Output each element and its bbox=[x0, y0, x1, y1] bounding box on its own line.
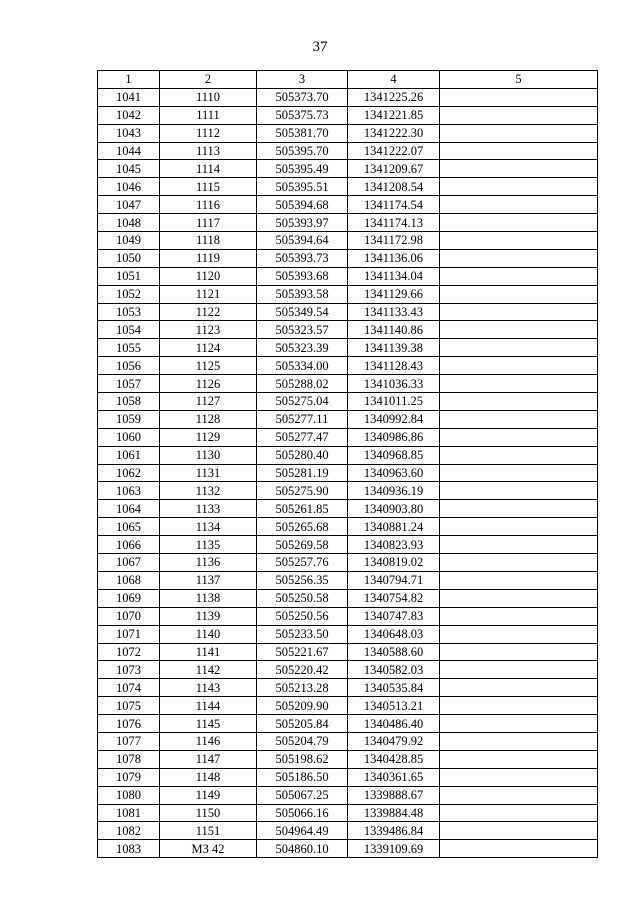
table-cell-col2: 1112 bbox=[160, 124, 257, 142]
table-cell-col4: 1340582.03 bbox=[348, 661, 440, 679]
header-cell-col4: 4 bbox=[348, 71, 440, 89]
table-row bbox=[98, 786, 598, 804]
table-cell-col1: 1065 bbox=[98, 518, 160, 536]
table-cell-col2: 1127 bbox=[160, 393, 257, 411]
table-cell-col4: 1340479.92 bbox=[348, 732, 440, 750]
table-cell-col3: 505198.62 bbox=[257, 750, 348, 768]
table-cell-col1: 1042 bbox=[98, 106, 160, 124]
table-cell-col4: 1341134.04 bbox=[348, 267, 440, 285]
table-cell-col4: 1340992.84 bbox=[348, 410, 440, 428]
table-cell-col1: 1055 bbox=[98, 339, 160, 357]
table-cell-col4: 1341225.26 bbox=[348, 88, 440, 106]
table-cell-col1: 1071 bbox=[98, 625, 160, 643]
table-cell-col4: 1341208.54 bbox=[348, 178, 440, 196]
table-cell-col3: 505373.70 bbox=[257, 88, 348, 106]
table-row bbox=[98, 375, 598, 393]
table-cell-col5 bbox=[440, 554, 598, 572]
table-cell-col3: 505265.68 bbox=[257, 518, 348, 536]
table-cell-col5 bbox=[440, 822, 598, 840]
table-cell-col1: 1062 bbox=[98, 464, 160, 482]
table-row bbox=[98, 697, 598, 715]
table-cell-col3: 505277.11 bbox=[257, 410, 348, 428]
table-cell-col5 bbox=[440, 88, 598, 106]
table-cell-col3: 505250.58 bbox=[257, 589, 348, 607]
table-cell-col4: 1340361.65 bbox=[348, 768, 440, 786]
table-cell-col1: 1057 bbox=[98, 375, 160, 393]
table-cell-col3: 505233.50 bbox=[257, 625, 348, 643]
table-cell-col2: 1151 bbox=[160, 822, 257, 840]
table-cell-col4: 1340648.03 bbox=[348, 625, 440, 643]
table-cell-col1: 1041 bbox=[98, 88, 160, 106]
table-row bbox=[98, 232, 598, 250]
table-cell-col4: 1340754.82 bbox=[348, 589, 440, 607]
table-cell-col3: 505323.57 bbox=[257, 321, 348, 339]
table-cell-col3: 505066.16 bbox=[257, 804, 348, 822]
header-cell-col5: 5 bbox=[440, 71, 598, 89]
table-cell-col4: 1340747.83 bbox=[348, 607, 440, 625]
table-body bbox=[98, 88, 598, 857]
table-cell-col5 bbox=[440, 178, 598, 196]
table-cell-col5 bbox=[440, 428, 598, 446]
table-cell-col1: 1076 bbox=[98, 715, 160, 733]
table-cell-col1: 1081 bbox=[98, 804, 160, 822]
table-cell-col3: 505280.40 bbox=[257, 446, 348, 464]
table-cell-col5 bbox=[440, 232, 598, 250]
table-cell-col1: 1079 bbox=[98, 768, 160, 786]
table-cell-col5 bbox=[440, 643, 598, 661]
table-cell-col4: 1339888.67 bbox=[348, 786, 440, 804]
table-cell-col3: 505393.73 bbox=[257, 249, 348, 267]
table-cell-col2: 1130 bbox=[160, 446, 257, 464]
table-row bbox=[98, 822, 598, 840]
table-cell-col1: 1048 bbox=[98, 214, 160, 232]
table-row bbox=[98, 393, 598, 411]
table-cell-col2: 1136 bbox=[160, 554, 257, 572]
table-row bbox=[98, 124, 598, 142]
table-cell-col2: 1145 bbox=[160, 715, 257, 733]
table-cell-col3: 504964.49 bbox=[257, 822, 348, 840]
table-cell-col2: 1115 bbox=[160, 178, 257, 196]
table-cell-col5 bbox=[440, 446, 598, 464]
table-cell-col2: МЗ 42 bbox=[160, 840, 257, 858]
table-cell-col3: 505269.58 bbox=[257, 536, 348, 554]
table-cell-col2: 1143 bbox=[160, 679, 257, 697]
table-row bbox=[98, 178, 598, 196]
table-cell-col2: 1137 bbox=[160, 571, 257, 589]
table-cell-col4: 1340486.40 bbox=[348, 715, 440, 733]
table-cell-col5 bbox=[440, 357, 598, 375]
table-cell-col5 bbox=[440, 375, 598, 393]
table-cell-col5 bbox=[440, 321, 598, 339]
table-row bbox=[98, 464, 598, 482]
table-row bbox=[98, 339, 598, 357]
table-row bbox=[98, 571, 598, 589]
table-cell-col2: 1141 bbox=[160, 643, 257, 661]
table-cell-col2: 1146 bbox=[160, 732, 257, 750]
table-row bbox=[98, 536, 598, 554]
table-cell-col1: 1070 bbox=[98, 607, 160, 625]
table-cell-col4: 1341221.85 bbox=[348, 106, 440, 124]
table-cell-col5 bbox=[440, 267, 598, 285]
table-cell-col2: 1116 bbox=[160, 196, 257, 214]
table-cell-col5 bbox=[440, 732, 598, 750]
table-cell-col2: 1131 bbox=[160, 464, 257, 482]
table-cell-col4: 1341136.06 bbox=[348, 249, 440, 267]
table-cell-col1: 1049 bbox=[98, 232, 160, 250]
table-cell-col1: 1078 bbox=[98, 750, 160, 768]
table-cell-col1: 1059 bbox=[98, 410, 160, 428]
table-cell-col5 bbox=[440, 625, 598, 643]
header-cell-col2: 2 bbox=[160, 71, 257, 89]
table-cell-col4: 1340881.24 bbox=[348, 518, 440, 536]
table-row bbox=[98, 715, 598, 733]
table-row bbox=[98, 840, 598, 858]
table-row bbox=[98, 500, 598, 518]
table-row bbox=[98, 88, 598, 106]
table-cell-col2: 1117 bbox=[160, 214, 257, 232]
table-cell-col2: 1140 bbox=[160, 625, 257, 643]
coordinates-table bbox=[97, 70, 598, 858]
table-row bbox=[98, 661, 598, 679]
table-cell-col1: 1075 bbox=[98, 697, 160, 715]
table-header bbox=[98, 71, 598, 89]
table-cell-col1: 1069 bbox=[98, 589, 160, 607]
table-cell-col4: 1340588.60 bbox=[348, 643, 440, 661]
table-cell-col2: 1121 bbox=[160, 285, 257, 303]
table-cell-col5 bbox=[440, 518, 598, 536]
table-cell-col3: 505220.42 bbox=[257, 661, 348, 679]
table-cell-col2: 1132 bbox=[160, 482, 257, 500]
table-cell-col3: 505257.76 bbox=[257, 554, 348, 572]
table-cell-col2: 1123 bbox=[160, 321, 257, 339]
table-cell-col1: 1056 bbox=[98, 357, 160, 375]
table-cell-col5 bbox=[440, 106, 598, 124]
table-cell-col4: 1341140.86 bbox=[348, 321, 440, 339]
table-row bbox=[98, 160, 598, 178]
table-cell-col1: 1053 bbox=[98, 303, 160, 321]
table-cell-col4: 1340428.85 bbox=[348, 750, 440, 768]
table-cell-col2: 1138 bbox=[160, 589, 257, 607]
table-cell-col1: 1074 bbox=[98, 679, 160, 697]
table-row bbox=[98, 303, 598, 321]
table-cell-col3: 505395.51 bbox=[257, 178, 348, 196]
table-cell-col4: 1339486.84 bbox=[348, 822, 440, 840]
table-row bbox=[98, 214, 598, 232]
table-cell-col3: 505288.02 bbox=[257, 375, 348, 393]
table-cell-col2: 1133 bbox=[160, 500, 257, 518]
table-cell-col1: 1080 bbox=[98, 786, 160, 804]
table-cell-col5 bbox=[440, 124, 598, 142]
table-cell-col4: 1341174.54 bbox=[348, 196, 440, 214]
page-number: 37 bbox=[312, 39, 328, 55]
table-cell-col5 bbox=[440, 786, 598, 804]
table-cell-col1: 1052 bbox=[98, 285, 160, 303]
table-cell-col1: 1082 bbox=[98, 822, 160, 840]
table-cell-col4: 1340535.84 bbox=[348, 679, 440, 697]
table-cell-col5 bbox=[440, 160, 598, 178]
table-cell-col5 bbox=[440, 536, 598, 554]
table-cell-col2: 1122 bbox=[160, 303, 257, 321]
table-cell-col4: 1341222.07 bbox=[348, 142, 440, 160]
table-cell-col5 bbox=[440, 482, 598, 500]
table-cell-col2: 1126 bbox=[160, 375, 257, 393]
table-row bbox=[98, 768, 598, 786]
table-cell-col2: 1139 bbox=[160, 607, 257, 625]
table-cell-col1: 1045 bbox=[98, 160, 160, 178]
table-cell-col4: 1340794.71 bbox=[348, 571, 440, 589]
table-cell-col4: 1340986.86 bbox=[348, 428, 440, 446]
table-cell-col5 bbox=[440, 840, 598, 858]
table-cell-col2: 1149 bbox=[160, 786, 257, 804]
table-cell-col3: 505275.90 bbox=[257, 482, 348, 500]
table-cell-col1: 1072 bbox=[98, 643, 160, 661]
table-row bbox=[98, 106, 598, 124]
table-cell-col4: 1341128.43 bbox=[348, 357, 440, 375]
table-row bbox=[98, 321, 598, 339]
table-cell-col2: 1142 bbox=[160, 661, 257, 679]
table-cell-col4: 1340819.02 bbox=[348, 554, 440, 572]
table-cell-col5 bbox=[440, 339, 598, 357]
table-cell-col5 bbox=[440, 589, 598, 607]
table-cell-col5 bbox=[440, 804, 598, 822]
table-cell-col5 bbox=[440, 571, 598, 589]
table-cell-col2: 1113 bbox=[160, 142, 257, 160]
table-row bbox=[98, 267, 598, 285]
table-cell-col3: 505395.49 bbox=[257, 160, 348, 178]
table-cell-col5 bbox=[440, 285, 598, 303]
table-cell-col4: 1339884.48 bbox=[348, 804, 440, 822]
table-cell-col4: 1341139.38 bbox=[348, 339, 440, 357]
table-cell-col4: 1340968.85 bbox=[348, 446, 440, 464]
header-row bbox=[98, 71, 598, 89]
table-cell-col3: 505393.97 bbox=[257, 214, 348, 232]
table-cell-col4: 1340823.93 bbox=[348, 536, 440, 554]
table-cell-col3: 505213.28 bbox=[257, 679, 348, 697]
table-cell-col3: 505334.00 bbox=[257, 357, 348, 375]
table-cell-col3: 505209.90 bbox=[257, 697, 348, 715]
table-cell-col1: 1043 bbox=[98, 124, 160, 142]
table-cell-col2: 1111 bbox=[160, 106, 257, 124]
table-cell-col4: 1341036.33 bbox=[348, 375, 440, 393]
table-cell-col3: 505381.70 bbox=[257, 124, 348, 142]
table-cell-col3: 505275.04 bbox=[257, 393, 348, 411]
table-cell-col3: 505281.19 bbox=[257, 464, 348, 482]
table-cell-col3: 505261.85 bbox=[257, 500, 348, 518]
table-cell-col2: 1135 bbox=[160, 536, 257, 554]
table-cell-col1: 1068 bbox=[98, 571, 160, 589]
table-cell-col3: 505393.58 bbox=[257, 285, 348, 303]
table-cell-col1: 1054 bbox=[98, 321, 160, 339]
table-cell-col5 bbox=[440, 661, 598, 679]
table-cell-col2: 1129 bbox=[160, 428, 257, 446]
table-cell-col3: 505205.84 bbox=[257, 715, 348, 733]
table-cell-col3: 505277.47 bbox=[257, 428, 348, 446]
table-cell-col2: 1148 bbox=[160, 768, 257, 786]
table-cell-col1: 1051 bbox=[98, 267, 160, 285]
table-cell-col5 bbox=[440, 196, 598, 214]
table-cell-col4: 1341011.25 bbox=[348, 393, 440, 411]
table-cell-col1: 1077 bbox=[98, 732, 160, 750]
table-row bbox=[98, 750, 598, 768]
table-cell-col3: 505067.25 bbox=[257, 786, 348, 804]
table-row bbox=[98, 249, 598, 267]
table-cell-col4: 1340963.60 bbox=[348, 464, 440, 482]
table-cell-col3: 504860.10 bbox=[257, 840, 348, 858]
table-cell-col3: 505375.73 bbox=[257, 106, 348, 124]
table-cell-col2: 1128 bbox=[160, 410, 257, 428]
table-cell-col4: 1341222.30 bbox=[348, 124, 440, 142]
table-cell-col3: 505250.56 bbox=[257, 607, 348, 625]
table-cell-col1: 1067 bbox=[98, 554, 160, 572]
table-cell-col1: 1060 bbox=[98, 428, 160, 446]
table-row bbox=[98, 357, 598, 375]
table-cell-col5 bbox=[440, 464, 598, 482]
table-cell-col3: 505394.64 bbox=[257, 232, 348, 250]
table-cell-col3: 505393.68 bbox=[257, 267, 348, 285]
table-cell-col2: 1134 bbox=[160, 518, 257, 536]
table-cell-col3: 505323.39 bbox=[257, 339, 348, 357]
table-cell-col3: 505221.67 bbox=[257, 643, 348, 661]
table-cell-col5 bbox=[440, 303, 598, 321]
table-cell-col2: 1147 bbox=[160, 750, 257, 768]
table-row bbox=[98, 410, 598, 428]
table-cell-col1: 1046 bbox=[98, 178, 160, 196]
table-cell-col5 bbox=[440, 768, 598, 786]
table-cell-col5 bbox=[440, 607, 598, 625]
table-cell-col4: 1339109.69 bbox=[348, 840, 440, 858]
table-cell-col2: 1110 bbox=[160, 88, 257, 106]
table-cell-col1: 1063 bbox=[98, 482, 160, 500]
table-cell-col5 bbox=[440, 142, 598, 160]
table-cell-col4: 1341133.43 bbox=[348, 303, 440, 321]
table-row bbox=[98, 732, 598, 750]
table-cell-col2: 1118 bbox=[160, 232, 257, 250]
table-cell-col1: 1083 bbox=[98, 840, 160, 858]
table-cell-col5 bbox=[440, 500, 598, 518]
table-cell-col2: 1144 bbox=[160, 697, 257, 715]
table-cell-col5 bbox=[440, 410, 598, 428]
table-row bbox=[98, 589, 598, 607]
table-cell-col1: 1047 bbox=[98, 196, 160, 214]
table-cell-col5 bbox=[440, 393, 598, 411]
table-cell-col3: 505349.54 bbox=[257, 303, 348, 321]
table-cell-col5 bbox=[440, 249, 598, 267]
table-cell-col3: 505204.79 bbox=[257, 732, 348, 750]
table-cell-col1: 1044 bbox=[98, 142, 160, 160]
table-row bbox=[98, 142, 598, 160]
table-cell-col5 bbox=[440, 214, 598, 232]
table-cell-col1: 1073 bbox=[98, 661, 160, 679]
table-cell-col5 bbox=[440, 715, 598, 733]
header-cell-col1: 1 bbox=[98, 71, 160, 89]
table-row bbox=[98, 625, 598, 643]
table-cell-col1: 1050 bbox=[98, 249, 160, 267]
table-cell-col1: 1061 bbox=[98, 446, 160, 464]
table-row bbox=[98, 518, 598, 536]
table-cell-col3: 505394.68 bbox=[257, 196, 348, 214]
table-cell-col4: 1341174.13 bbox=[348, 214, 440, 232]
table-cell-col3: 505256.35 bbox=[257, 571, 348, 589]
table-cell-col4: 1341129.66 bbox=[348, 285, 440, 303]
table-row bbox=[98, 285, 598, 303]
table-row bbox=[98, 679, 598, 697]
table-row bbox=[98, 196, 598, 214]
table-cell-col3: 505186.50 bbox=[257, 768, 348, 786]
header-cell-col3: 3 bbox=[257, 71, 348, 89]
table-cell-col4: 1341172.98 bbox=[348, 232, 440, 250]
table-row bbox=[98, 643, 598, 661]
table-cell-col1: 1058 bbox=[98, 393, 160, 411]
table-cell-col4: 1341209.67 bbox=[348, 160, 440, 178]
table-cell-col2: 1120 bbox=[160, 267, 257, 285]
table-cell-col2: 1124 bbox=[160, 339, 257, 357]
table-row bbox=[98, 428, 598, 446]
table-row bbox=[98, 804, 598, 822]
table-row bbox=[98, 607, 598, 625]
table-cell-col5 bbox=[440, 679, 598, 697]
table-row bbox=[98, 446, 598, 464]
table-cell-col2: 1125 bbox=[160, 357, 257, 375]
table-cell-col4: 1340903.80 bbox=[348, 500, 440, 518]
table-cell-col1: 1064 bbox=[98, 500, 160, 518]
table-cell-col4: 1340936.19 bbox=[348, 482, 440, 500]
table-cell-col4: 1340513.21 bbox=[348, 697, 440, 715]
table-cell-col5 bbox=[440, 750, 598, 768]
table-cell-col1: 1066 bbox=[98, 536, 160, 554]
table-row bbox=[98, 482, 598, 500]
table-cell-col2: 1150 bbox=[160, 804, 257, 822]
table-row bbox=[98, 554, 598, 572]
table-cell-col5 bbox=[440, 697, 598, 715]
table-cell-col2: 1114 bbox=[160, 160, 257, 178]
table-cell-col3: 505395.70 bbox=[257, 142, 348, 160]
table-cell-col2: 1119 bbox=[160, 249, 257, 267]
